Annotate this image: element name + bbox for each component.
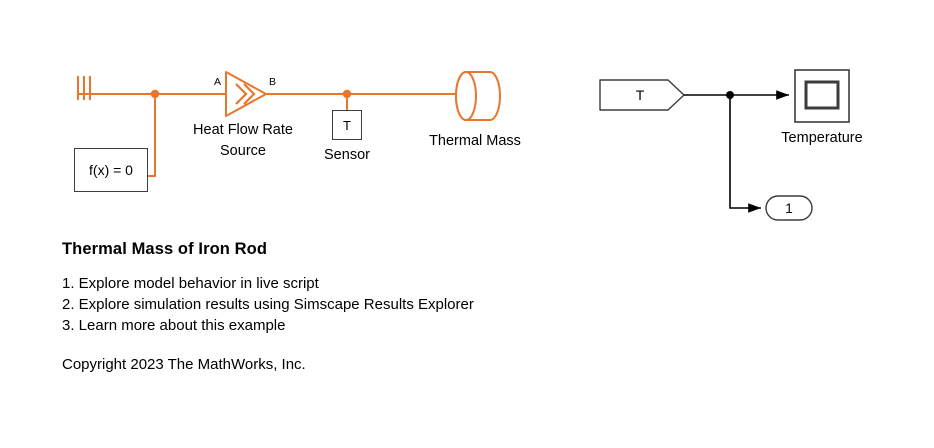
port-label-a: A xyxy=(214,76,222,88)
annotation-block xyxy=(62,240,682,336)
scope-label: Temperature xyxy=(781,130,863,146)
physical-line-to-solver xyxy=(148,94,155,176)
inport-label xyxy=(607,80,673,110)
heat-flow-rate-source-label-line1: Heat Flow Rate xyxy=(193,122,293,138)
heat-flow-rate-source-label-line2: Source xyxy=(220,143,266,159)
outport-label xyxy=(766,196,812,220)
heat-flow-rate-source-block[interactable] xyxy=(226,72,266,116)
sensor-label: Sensor xyxy=(324,147,370,163)
annotation-step-1[interactable]: 1. Explore model behavior in live script xyxy=(62,275,319,292)
sensor-block-glyph: T xyxy=(343,117,351,133)
copyright-text: Copyright 2023 The MathWorks, Inc. xyxy=(62,356,306,373)
annotation-steps xyxy=(62,273,682,336)
thermal-mass-block[interactable] xyxy=(456,72,500,120)
inport-label-text: T xyxy=(635,87,645,103)
outport-label-text: 1 xyxy=(785,200,793,216)
thermal-mass-label: Thermal Mass xyxy=(429,133,521,149)
solver-configuration-block[interactable] xyxy=(74,148,148,192)
annotation-heading: Thermal Mass of Iron Rod xyxy=(62,240,268,258)
port-label-b: B xyxy=(269,76,277,88)
temperature-sensor-block[interactable] xyxy=(332,110,362,140)
annotation-step-2[interactable]: 2. Explore simulation results using Simscape Results Explorer xyxy=(62,296,474,313)
scope-block[interactable] xyxy=(795,70,849,122)
solver-block-label: f(x) = 0 xyxy=(89,162,133,178)
annotation-step-3[interactable]: 3. Learn more about this example xyxy=(62,317,286,334)
signal-line-to-outport xyxy=(730,95,761,208)
reference-node-icon xyxy=(78,76,90,100)
